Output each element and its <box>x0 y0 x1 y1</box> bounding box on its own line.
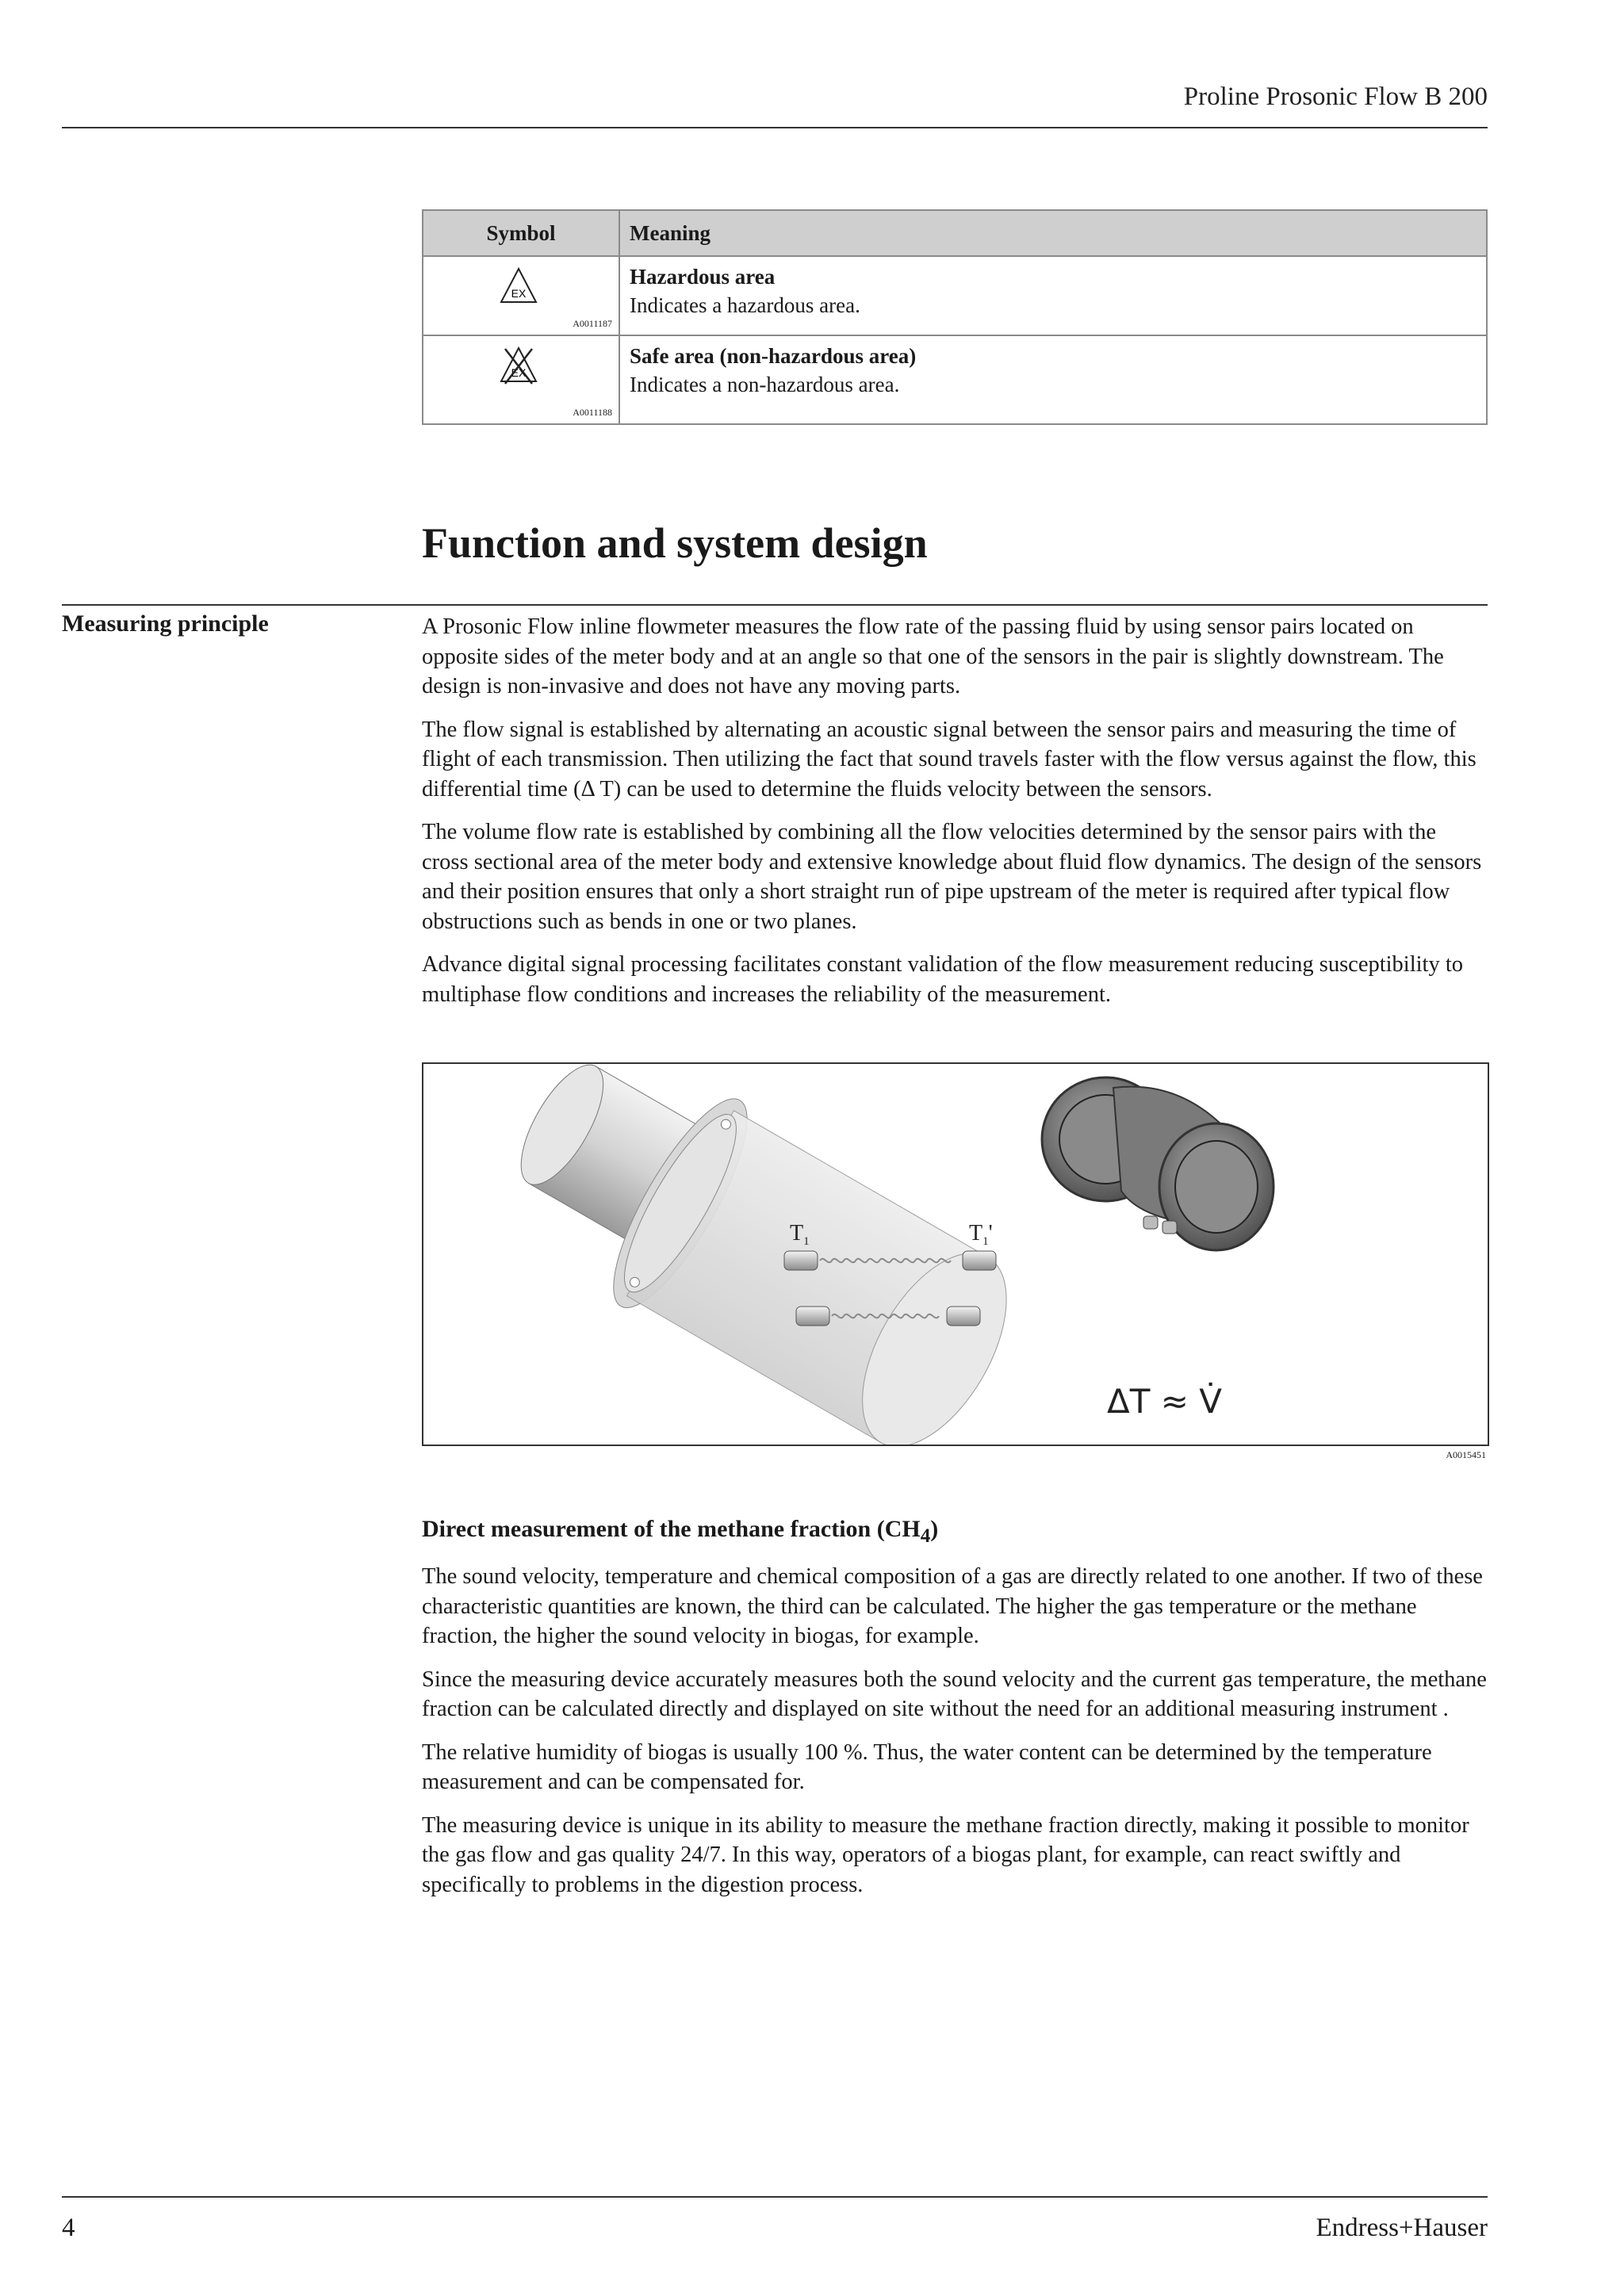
symbol-table <box>422 209 1488 425</box>
methane-heading: Direct measurement of the methane fraction $(CH_4)$ <box>422 1516 939 1547</box>
meaning-cell <box>619 335 1487 424</box>
section-rule <box>62 604 1488 606</box>
paragraph: The volume flow rate is established by combining all the flow velocities determined by the sensor pairs with the cross sectional area of the meter body and extensive knowledge about fluid flow dynamics. The design of the sensors and their position ensures that only a short straight run of pipe upstream of the meter is required after typical flow obstructions such as bends in one or two planes. <box>422 820 1482 934</box>
paragraph: Since the measuring device accurately measures both the sound velocity and the current gas temperature, the methane fraction can be calculated directly and displayed on site without the need for an additional measuring instrument . <box>422 1667 1487 1721</box>
section-title: Function and system design <box>422 519 928 567</box>
col-symbol-header: Symbol <box>423 210 619 256</box>
hazardous-area-icon-text: EX <box>511 287 527 300</box>
measuring-principle-label: Measuring principle <box>62 610 269 637</box>
paragraph: Advance digital signal processing facilitates constant validation of the flow measurement reducing susceptibility to multiphase flow conditions and increases the reliability of the measurement. <box>422 952 1464 1007</box>
formula-delta-t-approx-v: ΔT ≈ V̇ <box>1107 1382 1223 1421</box>
symbol-cell <box>423 256 619 335</box>
symbol-code: A0011187 <box>573 318 612 329</box>
safe-area-icon <box>499 346 538 385</box>
flowmeter-illustration <box>423 1064 1488 1445</box>
meaning-cell <box>619 256 1487 335</box>
sensor-label-t1-prime: $T_1'$ <box>969 1221 993 1248</box>
meaning-title: Safe area (non-hazardous area) <box>630 344 917 368</box>
paragraph: The sound velocity, temperature and chemical composition of a gas are directly related to one another. If two of these characteristic quantities are known, the third can be calculated. The higher the gas temperature or the methane fraction, the higher the sound velocity in biogas, for example. <box>422 1564 1483 1648</box>
meaning-title: Hazardous area <box>630 265 776 289</box>
meaning-text: Indicates a non-hazardous area. <box>630 372 900 396</box>
paragraph: A Prosonic Flow inline flowmeter measures the flow rate of the passing fluid by using sensor pairs located on opposite sides of the meter body and at an angle so that one of the sensors in the pair is slightly downstream. The design is non-invasive and does not have any moving parts. <box>422 614 1444 698</box>
paragraph: The flow signal is established by alternating an acoustic signal between the sensor pairs and measuring the time of flight of each transmission. Then utilizing the fact that sound travels faster with the flow versus against the flow, this differential time (Δ T) can be used to determine the fluids velocity between the sensors. <box>422 717 1477 802</box>
page-number: 4 <box>62 2214 75 2242</box>
sensor-label-t1: $T_1$ <box>790 1221 810 1248</box>
paragraph: The measuring device is unique in its ability to measure the methane fraction directly, making it possible to monitor the gas flow and gas quality 24/7. In this way, operators of a biogas plant, for example, can react swiftly and specifically to problems in the digestion process. <box>422 1812 1469 1897</box>
symbol-code: A0011188 <box>573 407 612 418</box>
meaning-text: Indicates a hazardous area. <box>630 293 860 317</box>
col-meaning-header: Meaning <box>619 210 1487 256</box>
symbol-cell <box>423 335 619 424</box>
table-header-row <box>423 210 1487 256</box>
footer-brand: Endress+Hauser <box>1316 2214 1488 2242</box>
header-rule <box>62 127 1488 128</box>
header-title: Proline Prosonic Flow B 200 <box>1183 82 1488 111</box>
safe-area-icon-text: EX <box>511 366 527 379</box>
methane-text <box>422 1562 1488 1913</box>
methane-heading-sub: 4 <box>920 1525 931 1547</box>
transmitter-housing <box>1042 1077 1274 1250</box>
paragraph: The relative humidity of biogas is usually 100 %. Thus, the water content can be determined by the temperature measurement and can be compensated for. <box>422 1739 1432 1794</box>
hazardous-area-icon <box>499 266 538 306</box>
footer-rule <box>62 2196 1488 2198</box>
table-row <box>423 335 1487 424</box>
figure-code: A0015451 <box>1446 1449 1486 1460</box>
table-row <box>423 256 1487 335</box>
flowmeter-figure <box>422 1062 1489 1446</box>
measuring-principle-text <box>422 612 1488 1023</box>
